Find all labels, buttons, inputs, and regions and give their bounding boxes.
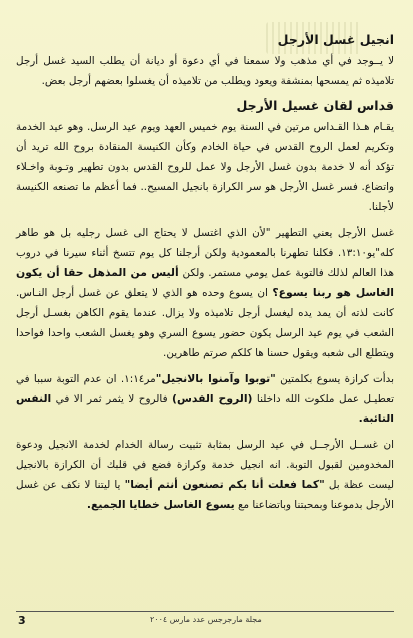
text-run: غسل الأرجل يعني التطهير "لأن الذي اغتسل لا يحتاج الى غسل رجليه بل هو طاهر كله"يو١٣:١٠. فكلنا تطهرنا بالمعمودية ولكن أرجلنا كل يوم تتسخ أثناء سيرنا في دروب هذا العالم لذلك فالتوبة عمل يومي مستمر. ولكن	[16, 227, 394, 279]
publication-footer: مجلة مارجرجس عدد مارس ٢٠٠٤	[150, 615, 262, 624]
emphasis-text: "كما فعلت أنا بكم تصنعون أنتم أيضا"	[124, 478, 325, 491]
bleed-through-mark	[266, 22, 361, 54]
page-number: 3	[18, 614, 26, 627]
emphasis-text: النفس التائبة.	[16, 392, 394, 425]
text-run: ان غســل الأرجــل في عيد الرسل بمثابة تثبيت رسالة الخدام لخدمة الانجيل ودعوة المخدومين لقبول التوبة. انه انجيل خدمة وكرازة فضع في قلبك أن الكرازة بالانجيل ليست عظة بل	[16, 439, 394, 491]
text-run: فالروح لا يثمر ثمر الا في	[51, 393, 173, 405]
section-title-laqqan-mass: قداس لقان غسيل الأرجل	[236, 98, 394, 113]
paragraph-preaching	[16, 369, 394, 429]
text-run: مر١:١٤. ان عدم التوبة سببا في تعطيـل عمل ملكوت الله داخلنا	[16, 373, 394, 405]
emphasis-text: يسوع الغاسل خطايا الجميع.	[86, 498, 235, 511]
text-run: بدأت كرازة يسوع بكلمتين	[275, 373, 394, 385]
text-run: ان يسوع وحده هو الذي لا يتعلق عن غسل أرجل النـاس. كانت لذته أن يمد يده ليغسل أرجل تلاميذه ولا يزال. عندما يقوم الكاهن بغسـل أرجل الشعب في يوم عيد الرسل يكون حضور يسوع السري وهو يغسل الشعب واحدا فواحدا ويتطلع الى شعبه ويقول حسنا ها كلكم صرتم طاهرين.	[16, 287, 394, 359]
footer-divider	[16, 611, 394, 612]
paragraph-mass-description: يقـام هـذا القـداس مرتين في السنة يوم خميس العهد ويوم عيد الرسل. وهو عيد الخدمة وتكريم لعمل الروح القدس في حياة الخادم وكأن الكنيسة المنقادة بروح الله تريد أن تؤكد أنه لا خدمة بدون غسل الأرجل ولا عمل للروح القدس بدون تطهير وتـوبة واخـلاء واتضاع. فسر غسل الأرجل هو سر الكرازة بانجيل المسيح.. فما أعظم ما تصنعه الكنيسة لأجلنا.	[16, 121, 394, 213]
paragraph-purification	[16, 223, 394, 363]
paragraph-conclusion	[16, 435, 394, 515]
text-run: يا ليتنا لا نكف عن غسل الأرجل بدموعنا وبمحبتنا وباتضاعنا مع	[16, 479, 394, 511]
emphasis-text: "توبوا وآمنوا بالانجيل"	[155, 372, 276, 385]
paragraph-intro: لا يــوجد في أي مذهب ولا سمعنا في أي دعوة أو ديانة أن يطلب السيد غسل أرجل تلاميذه ثم يمسحها بمنشفة ويعود ويطلب من تلاميذه أن يغسلوا بعضهم أرجل بعض.	[16, 55, 394, 87]
emphasis-text: (الروح القدس)	[172, 392, 253, 405]
emphasis-text: أليس من المذهل حقا أن يكون الغاسل هو ربنا يسوع؟	[16, 266, 394, 299]
section-title-gospel-foot-washing: انجيل غسل الأرجل	[277, 32, 394, 47]
